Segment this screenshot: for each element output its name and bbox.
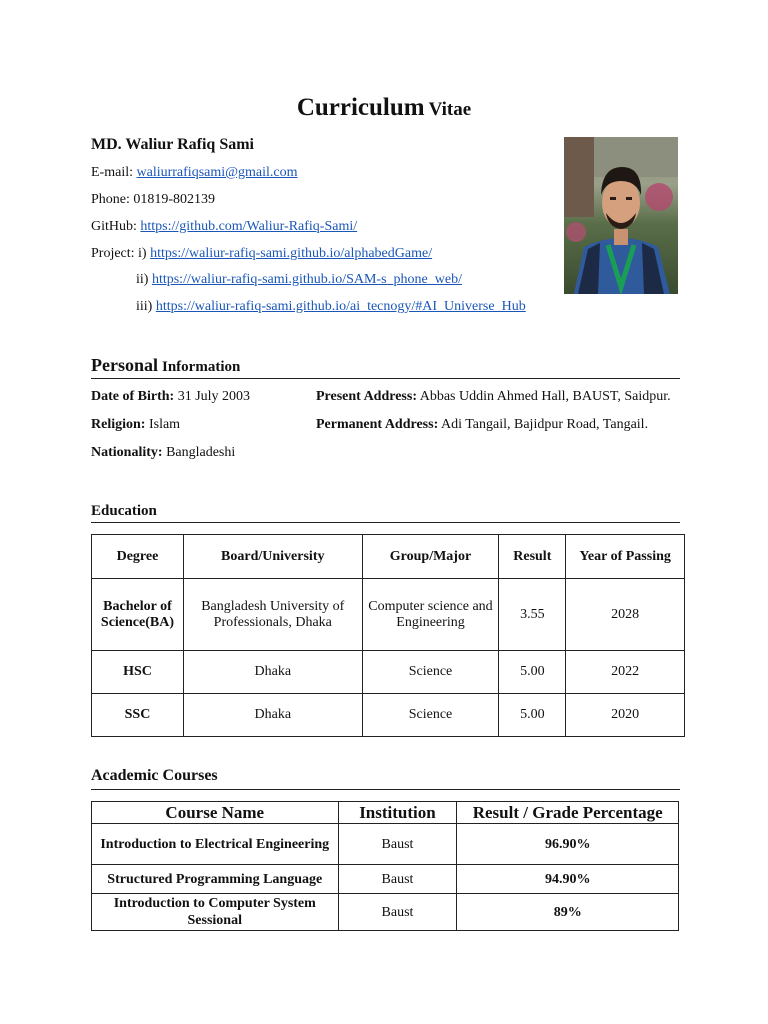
present-address-value: Abbas Uddin Ahmed Hall, BAUST, Saidpur. xyxy=(419,389,671,404)
religion-value: Islam xyxy=(148,417,181,432)
permanent-address-label: Permanent Address: xyxy=(316,417,439,432)
courses-section-title: Academic Courses xyxy=(91,767,218,784)
project-line-3 xyxy=(136,299,526,315)
result-cell: 5.00 xyxy=(499,651,566,694)
board-cell: Dhaka xyxy=(183,694,362,737)
project-line-2 xyxy=(136,272,462,288)
year-cell: 2020 xyxy=(566,694,685,737)
profile-photo xyxy=(564,137,678,294)
phone-label: Phone: xyxy=(91,192,130,207)
header-year: Year of Passing xyxy=(566,535,685,579)
email-line xyxy=(91,165,298,181)
personal-title-sub: Information xyxy=(162,359,241,375)
degree-cell: HSC xyxy=(92,651,184,694)
table-row xyxy=(92,651,685,694)
courses-table xyxy=(91,801,679,931)
dob-row xyxy=(91,389,250,405)
email-label: E-mail: xyxy=(91,165,133,180)
education-divider xyxy=(91,522,680,523)
project-link-3[interactable]: https://waliur-rafiq-sami.github.io/ai_tecnogy/#AI_Universe_Hub xyxy=(155,299,526,314)
project-num-3: iii) xyxy=(136,299,153,314)
group-cell: Computer science and Engineering xyxy=(362,579,499,651)
result-cell: 3.55 xyxy=(499,579,566,651)
title-main: Curriculum xyxy=(296,94,425,121)
religion-row xyxy=(91,417,180,433)
degree-cell: SSC xyxy=(92,694,184,737)
project-line-1 xyxy=(91,246,432,262)
courses-divider xyxy=(91,789,680,790)
institution-cell: Baust xyxy=(338,824,457,865)
email-link[interactable]: waliurrafiqsami@gmail.com xyxy=(136,165,298,180)
project-link-1[interactable]: https://waliur-rafiq-sami.github.io/alphabedGame/ xyxy=(150,246,433,261)
grade-cell: 94.90% xyxy=(457,865,679,894)
board-cell: Bangladesh University of Professionals, Dhaka xyxy=(183,579,362,651)
personal-divider xyxy=(91,378,680,379)
phone-line xyxy=(91,192,215,208)
dob-value: 31 July 2003 xyxy=(177,389,251,404)
course-name-cell: Structured Programming Language xyxy=(92,865,339,894)
permanent-address-value: Adi Tangail, Bajidpur Road, Tangail. xyxy=(440,417,649,432)
year-cell: 2022 xyxy=(566,651,685,694)
header-degree: Degree xyxy=(92,535,184,579)
course-name-cell: Introduction to Electrical Engineering xyxy=(92,824,339,865)
dob-label: Date of Birth: xyxy=(91,389,175,404)
group-cell: Science xyxy=(362,694,499,737)
group-cell: Science xyxy=(362,651,499,694)
candidate-name: MD. Waliur Rafiq Sami xyxy=(91,136,254,153)
religion-label: Religion: xyxy=(91,417,146,432)
year-cell: 2028 xyxy=(566,579,685,651)
table-row xyxy=(92,694,685,737)
personal-title-main: Personal xyxy=(91,355,158,375)
course-name-cell: Introduction to Computer System Sessional xyxy=(92,894,339,931)
page-title xyxy=(0,94,768,122)
table-row xyxy=(92,865,679,894)
header-institution: Institution xyxy=(338,802,457,824)
table-row xyxy=(92,824,679,865)
institution-cell: Baust xyxy=(338,894,457,931)
header-group: Group/Major xyxy=(362,535,499,579)
project-label: Project: xyxy=(91,246,135,261)
institution-cell: Baust xyxy=(338,865,457,894)
header-board: Board/University xyxy=(183,535,362,579)
github-line xyxy=(91,219,357,235)
project-num-2: ii) xyxy=(136,272,149,287)
courses-header-row xyxy=(92,802,679,824)
result-cell: 5.00 xyxy=(499,694,566,737)
permanent-address-row xyxy=(316,417,648,433)
header-course-name: Course Name xyxy=(92,802,339,824)
education-section-title: Education xyxy=(91,503,157,519)
grade-cell: 89% xyxy=(457,894,679,931)
table-row xyxy=(92,894,679,931)
header-grade: Result / Grade Percentage xyxy=(457,802,679,824)
grade-cell: 96.90% xyxy=(457,824,679,865)
phone-value: 01819-802139 xyxy=(133,192,216,207)
nationality-label: Nationality: xyxy=(91,445,163,460)
degree-cell: Bachelor of Science(BA) xyxy=(92,579,184,651)
education-table xyxy=(91,534,685,737)
nationality-row xyxy=(91,445,235,461)
board-cell: Dhaka xyxy=(183,651,362,694)
title-sub: Vitae xyxy=(428,99,472,120)
personal-section-title xyxy=(91,355,240,376)
project-link-2[interactable]: https://waliur-rafiq-sami.github.io/SAM-s_phone_web/ xyxy=(151,272,462,287)
present-address-row xyxy=(316,389,671,405)
education-header-row xyxy=(92,535,685,579)
github-label: GitHub: xyxy=(91,219,137,234)
nationality-value: Bangladeshi xyxy=(166,445,236,460)
project-num-1: i) xyxy=(138,246,147,261)
table-row xyxy=(92,579,685,651)
header-result: Result xyxy=(499,535,566,579)
present-address-label: Present Address: xyxy=(316,389,417,404)
profile-photo-illustration xyxy=(564,137,678,294)
github-link[interactable]: https://github.com/Waliur-Rafiq-Sami/ xyxy=(140,219,358,234)
